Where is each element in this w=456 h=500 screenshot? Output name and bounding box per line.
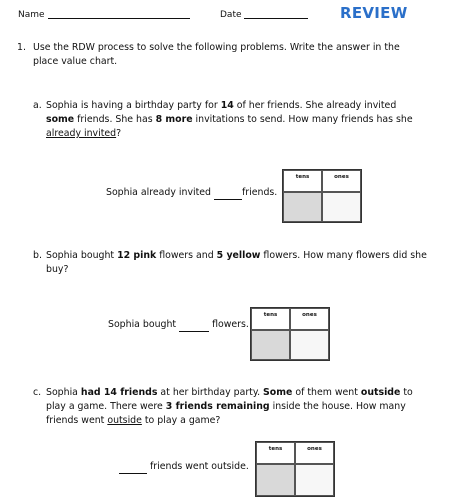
text: ?: [116, 128, 122, 139]
bold-text: some: [46, 114, 75, 125]
ones-header: ones: [290, 308, 329, 330]
bold-text: 12 pink: [117, 250, 157, 261]
problem-c-answer-sentence: [119, 460, 249, 474]
problem-a-line-1: [46, 99, 448, 113]
ones-answer-cell[interactable]: [295, 464, 334, 496]
problem-b-answer-sentence: [108, 318, 249, 332]
text: invitations to send. How many friends has she: [192, 114, 413, 125]
answer-suffix: friends went outside.: [149, 461, 249, 472]
text: friends. She has: [74, 114, 156, 125]
answer-prefix: Sophia already invited: [106, 187, 211, 198]
problem-b-line-1: [46, 249, 448, 263]
problem-b-letter: b.: [33, 250, 42, 261]
problem-a-line-3: [46, 127, 448, 141]
text: Sophia: [46, 387, 81, 398]
answer-blank[interactable]: [179, 321, 209, 332]
page-title: REVIEW: [340, 4, 408, 22]
bold-text: 5 yellow: [216, 250, 261, 261]
underlined-text: outside: [107, 415, 142, 426]
tens-header: tens: [251, 308, 290, 330]
tens-answer-cell[interactable]: [256, 464, 295, 496]
answer-suffix: friends.: [241, 187, 278, 198]
answer-prefix: Sophia bought: [108, 319, 177, 330]
text: of her friends. She already invited: [233, 100, 397, 111]
problem-a-text: [46, 99, 448, 141]
text: of them went: [292, 387, 361, 398]
date-blank[interactable]: [244, 8, 308, 19]
text: to play a game?: [141, 415, 221, 426]
problem-b-text: [46, 249, 448, 277]
problem-b-line-2: buy?: [46, 264, 69, 275]
tens-answer-cell[interactable]: [283, 192, 322, 222]
name-label: Name: [18, 10, 45, 20]
bold-text: 14: [220, 100, 234, 111]
text: flowers and: [156, 250, 217, 261]
answer-blank[interactable]: [214, 189, 242, 200]
answer-blank[interactable]: [119, 463, 147, 474]
bold-text: outside: [360, 387, 401, 398]
problem-c-line-2: [46, 400, 448, 414]
instructions: [33, 41, 448, 69]
place-value-chart-a: [282, 169, 362, 223]
text: to: [400, 387, 413, 398]
bold-text: 8 more: [155, 114, 193, 125]
problem-c-text: [46, 386, 448, 428]
place-value-chart-b: [250, 307, 330, 361]
instruction-line-2: place value chart.: [33, 56, 118, 67]
text: inside the house. How many: [269, 401, 406, 412]
name-blank[interactable]: [48, 8, 190, 19]
bold-text: had 14 friends: [80, 387, 158, 398]
date-label: Date: [220, 10, 242, 20]
problem-c-line-3: [46, 414, 448, 428]
ones-header: ones: [295, 442, 334, 464]
place-value-chart-c: [255, 441, 335, 497]
problem-a-answer-sentence: [106, 186, 277, 200]
text: Sophia bought: [46, 250, 118, 261]
text: Sophia is having a birthday party for: [46, 100, 221, 111]
text: flowers. How many flowers did she: [260, 250, 427, 261]
bold-text: Some: [263, 387, 293, 398]
ones-answer-cell[interactable]: [322, 192, 361, 222]
tens-answer-cell[interactable]: [251, 330, 290, 360]
problem-a-line-2: [46, 113, 448, 127]
text: play a game. There were: [46, 401, 166, 412]
problem-a-letter: a.: [33, 100, 42, 111]
tens-header: tens: [256, 442, 295, 464]
problem-c-line-1: [46, 386, 448, 400]
question-number: 1.: [17, 42, 26, 53]
underlined-text: already invited: [46, 128, 117, 139]
bold-text: 3 friends remaining: [165, 401, 270, 412]
tens-header: tens: [283, 170, 322, 192]
instruction-line-1: Use the RDW process to solve the following problems. Write the answer in the: [33, 42, 400, 53]
ones-header: ones: [322, 170, 361, 192]
ones-answer-cell[interactable]: [290, 330, 329, 360]
problem-c-letter: c.: [33, 387, 42, 398]
text: friends went: [46, 415, 108, 426]
text: at her birthday party.: [157, 387, 264, 398]
answer-suffix: flowers.: [212, 319, 249, 330]
